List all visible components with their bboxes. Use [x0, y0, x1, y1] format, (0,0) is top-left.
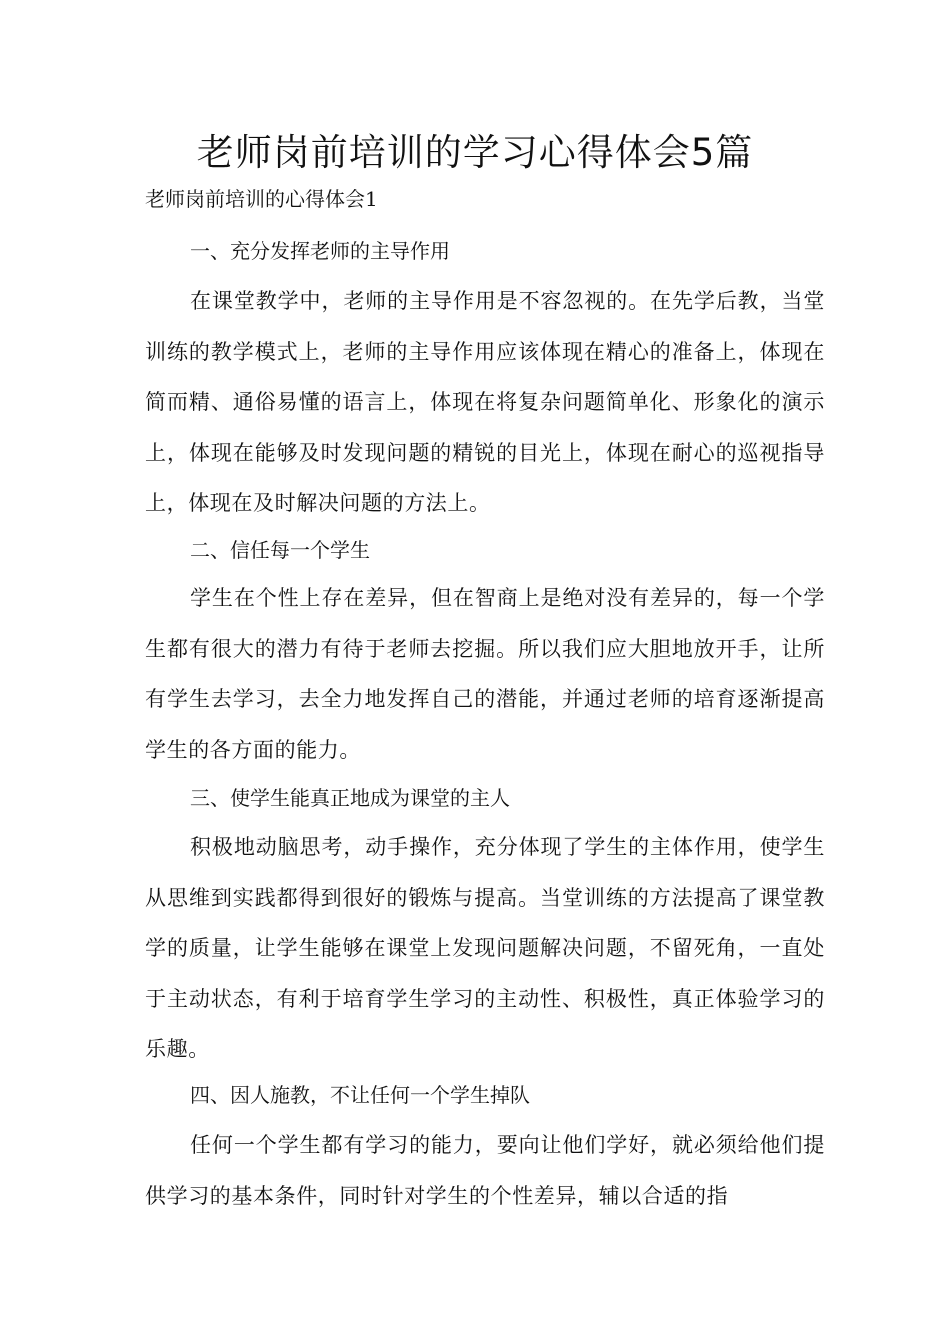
- section-heading-2: 二、信任每一个学生: [190, 538, 370, 562]
- section-paragraph-4: 任何一个学生都有学习的能力，要向让他们学好，就必须给他们提供学习的基本条件，同时针对学生的个性差异，辅以合适的指: [145, 1133, 825, 1208]
- section-paragraph-1: 在课堂教学中，老师的主导作用是不容忽视的。在先学后教，当堂训练的教学模式上，老师的主导作用应该体现在精心的准备上，体现在简而精、通俗易懂的语言上，体现在将复杂问题简单化、形象化的演示上，体现在能够及时发现问题的精锐的目光上，体现在耐心的巡视指导上，体现在及时解决问题的方法上。: [145, 289, 825, 515]
- section-heading-3: 三、使学生能真正地成为课堂的主人: [190, 786, 510, 810]
- section-paragraph-3: 积极地动脑思考，动手操作，充分体现了学生的主体作用，使学生从思维到实践都得到很好的锻炼与提高。当堂训练的方法提高了课堂教学的质量，让学生能够在课堂上发现问题解决问题，不留死角，一直处于主动状态，有利于培育学生学习的主动性、积极性，真正体验学习的乐趣。: [145, 835, 825, 1061]
- section-heading-4: 四、因人施教，不让任何一个学生掉队: [190, 1083, 530, 1107]
- document-title: 老师岗前培训的学习心得体会5篇: [196, 131, 754, 174]
- section-heading-1: 一、充分发挥老师的主导作用: [190, 239, 450, 263]
- document-subtitle: 老师岗前培训的心得体会1: [145, 187, 378, 211]
- section-paragraph-2: 学生在个性上存在差异，但在智商上是绝对没有差异的，每一个学生都有很大的潜力有待于老师去挖掘。所以我们应大胆地放开手，让所有学生去学习，去全力地发挥自己的潜能，并通过老师的培育逐渐提高学生的各方面的能力。: [145, 586, 825, 762]
